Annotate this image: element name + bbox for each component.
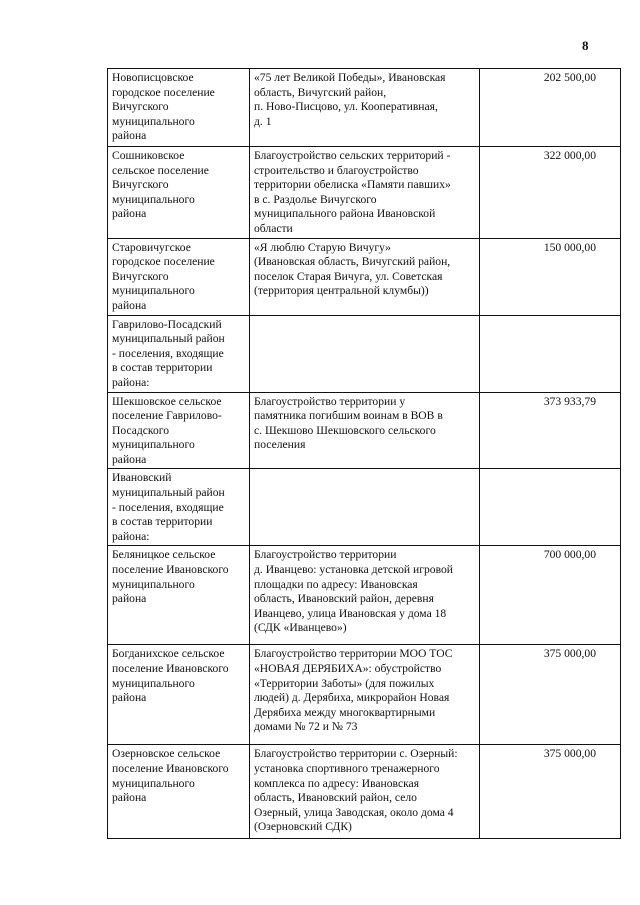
table-row <box>108 238 621 315</box>
project-description: Благоустройство территории МОО ТОС «НОВАЯ ДЕРЯБИХА»: обустройство «Территории Заботы» (для пожилых людей) д. Дерябиха, микрорайон Новая Дерябиха между многоквартирными домами № 72 и № 73 <box>254 647 453 734</box>
district-heading: Гаврилово-Посадский муниципальный район - поселения, входящие в состав территории района: <box>112 317 225 389</box>
settlement-name: Шекшовское сельское поселение Гаврилово- Посадского муниципального района <box>112 394 222 466</box>
project-cell <box>250 147 480 239</box>
project-cell <box>250 645 480 745</box>
amount-cell <box>480 147 621 239</box>
settlement-cell <box>108 745 250 839</box>
amount-value: 375 000,00 <box>543 747 596 761</box>
table-row <box>108 392 621 469</box>
amount-value: 373 933,79 <box>543 394 596 408</box>
district-heading: Ивановский муниципальный район - поселения, входящие в состав территории района: <box>112 471 225 543</box>
amount-value: 322 000,00 <box>543 149 596 162</box>
settlement-name: Сошниковское сельское поселение Вичугского муниципального района <box>112 149 209 221</box>
project-description: «Я люблю Старую Вичугу» (Ивановская область, Вичугский район, поселок Старая Вичуга, ул. Советская (территория центральной клумбы)) <box>254 240 451 298</box>
amount-value: 150 000,00 <box>543 240 596 254</box>
project-cell <box>250 546 480 645</box>
settlement-cell <box>108 147 250 239</box>
amount-cell <box>480 546 621 645</box>
project-cell <box>250 745 480 839</box>
amount-value: 202 500,00 <box>543 71 596 84</box>
settlement-cell <box>108 546 250 645</box>
settlement-name: Старовичугское городское поселение Вичугского муниципального района <box>112 240 215 312</box>
settlement-cell <box>108 392 250 469</box>
funding-table <box>107 68 621 839</box>
project-description: Благоустройство территории д. Иванцево: установка детской игровой площадки по адресу: Ивановская область, Ивановский район, деревня Иванцево, улица Ивановская у дома 18 (СДК «Иванцево») <box>254 548 453 635</box>
amount-cell <box>480 315 621 392</box>
settlement-name: Богданихское сельское поселение Ивановского муниципального района <box>112 647 229 705</box>
table-row <box>108 469 621 546</box>
amount-cell <box>480 469 621 546</box>
settlement-name: Беляницкое сельское поселение Ивановского муниципального района <box>112 548 229 606</box>
amount-value: 700 000,00 <box>543 548 596 562</box>
project-description: Благоустройство территории с. Озерный: установка спортивного тренажерного комплекса по адресу: Ивановская область, Ивановский район, село Озерный, улица Заводская, около дома 4 (Озерновский СДК) <box>254 747 458 834</box>
settlement-cell <box>108 315 250 392</box>
settlement-cell <box>108 238 250 315</box>
project-cell <box>250 69 480 147</box>
project-cell <box>250 469 480 546</box>
project-description: «75 лет Великой Победы», Ивановская область, Вичугский район, п. Ново-Писцово, ул. Кооперативная, д. 1 <box>254 71 446 128</box>
table-row <box>108 745 621 839</box>
settlement-name: Озерновское сельское поселение Ивановского муниципального района <box>112 747 229 805</box>
table-row <box>108 69 621 147</box>
table-row <box>108 147 621 239</box>
settlement-cell <box>108 645 250 745</box>
amount-cell <box>480 238 621 315</box>
amount-cell <box>480 392 621 469</box>
project-cell <box>250 315 480 392</box>
project-cell <box>250 392 480 469</box>
table-row <box>108 645 621 745</box>
amount-cell <box>480 645 621 745</box>
amount-value: 375 000,00 <box>543 647 596 661</box>
project-description: Благоустройство сельских территорий - строительство и благоустройство территории обелиска «Памяти павших» в с. Раздолье Вичугского муниципального района Ивановской области <box>254 149 451 235</box>
project-description: Благоустройство территории у памятника погибшим воинам в ВОВ в с. Шекшово Шекшовского сельского поселения <box>254 394 443 452</box>
settlement-name: Новописцовское городское поселение Вичугского муниципального района <box>112 71 215 143</box>
amount-cell <box>480 745 621 839</box>
table-row <box>108 315 621 392</box>
settlement-cell <box>108 69 250 147</box>
amount-cell <box>480 69 621 147</box>
table-row <box>108 546 621 645</box>
page-number: 8 <box>582 38 589 53</box>
project-cell <box>250 238 480 315</box>
settlement-cell <box>108 469 250 546</box>
